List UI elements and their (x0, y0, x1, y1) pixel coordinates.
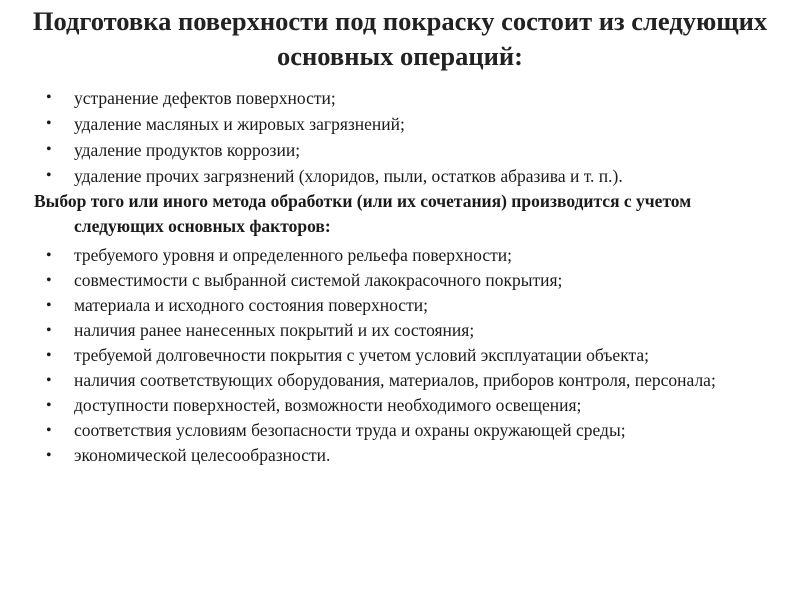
list-item-text: требуемой долговечности покрытия с учетом условий эксплуатации объекта; (74, 345, 649, 365)
bullet-icon: • (46, 141, 52, 158)
list-item-text: наличия ранее нанесенных покрытий и их состояния; (74, 320, 475, 340)
list-item-text: материала и исходного состояния поверхности; (74, 295, 428, 315)
list-item-text: совместимости с выбранной системой лакокрасочного покрытия; (74, 270, 563, 290)
operations-list (34, 85, 774, 189)
bullet-icon: • (46, 297, 52, 314)
factors-list (34, 243, 774, 468)
list-item (34, 418, 774, 443)
list-item (34, 243, 774, 268)
bullet-icon: • (46, 372, 52, 389)
bullet-icon: • (46, 347, 52, 364)
list-item (34, 268, 774, 293)
list-item (34, 343, 774, 368)
bullet-icon: • (46, 422, 52, 439)
slide-content (34, 85, 774, 468)
list-item-text: удаление прочих загрязнений (хлоридов, пыли, остатков абразива и т. п.). (74, 166, 623, 186)
list-item-text: требуемого уровня и определенного рельефа поверхности; (74, 245, 512, 265)
bullet-icon: • (46, 89, 52, 106)
list-item-text: экономической целесообразности. (74, 445, 331, 465)
list-item (34, 111, 774, 137)
list-item-text: устранение дефектов поверхности; (74, 88, 336, 108)
bullet-icon: • (46, 322, 52, 339)
list-item (34, 393, 774, 418)
list-item (34, 443, 774, 468)
list-item-text: доступности поверхностей, возможности необходимого освещения; (74, 395, 582, 415)
list-item (34, 368, 774, 393)
list-item-text: наличия соответствующих оборудования, материалов, приборов контроля, персонала; (74, 370, 716, 390)
list-item-text: удаление продуктов коррозии; (74, 140, 301, 160)
bullet-icon: • (46, 167, 52, 184)
list-item (34, 85, 774, 111)
list-item (34, 293, 774, 318)
list-item-text: соответствия условиям безопасности труда и охраны окружающей среды; (74, 420, 626, 440)
list-item-text: удаление масляных и жировых загрязнений; (74, 114, 405, 134)
bullet-icon: • (46, 397, 52, 414)
factors-heading: Выбор того или иного метода обработки (или их сочетания) производится с учетом следующих основных факторов: (34, 191, 692, 236)
bullet-icon: • (46, 247, 52, 264)
bullet-icon: • (46, 272, 52, 289)
list-item (34, 318, 774, 343)
bullet-icon: • (46, 115, 52, 132)
slide-title: Подготовка поверхности под покраску состоит из следующих основных операций: (32, 6, 768, 71)
list-item (34, 163, 774, 189)
bullet-icon: • (46, 447, 52, 464)
list-item (34, 137, 774, 163)
